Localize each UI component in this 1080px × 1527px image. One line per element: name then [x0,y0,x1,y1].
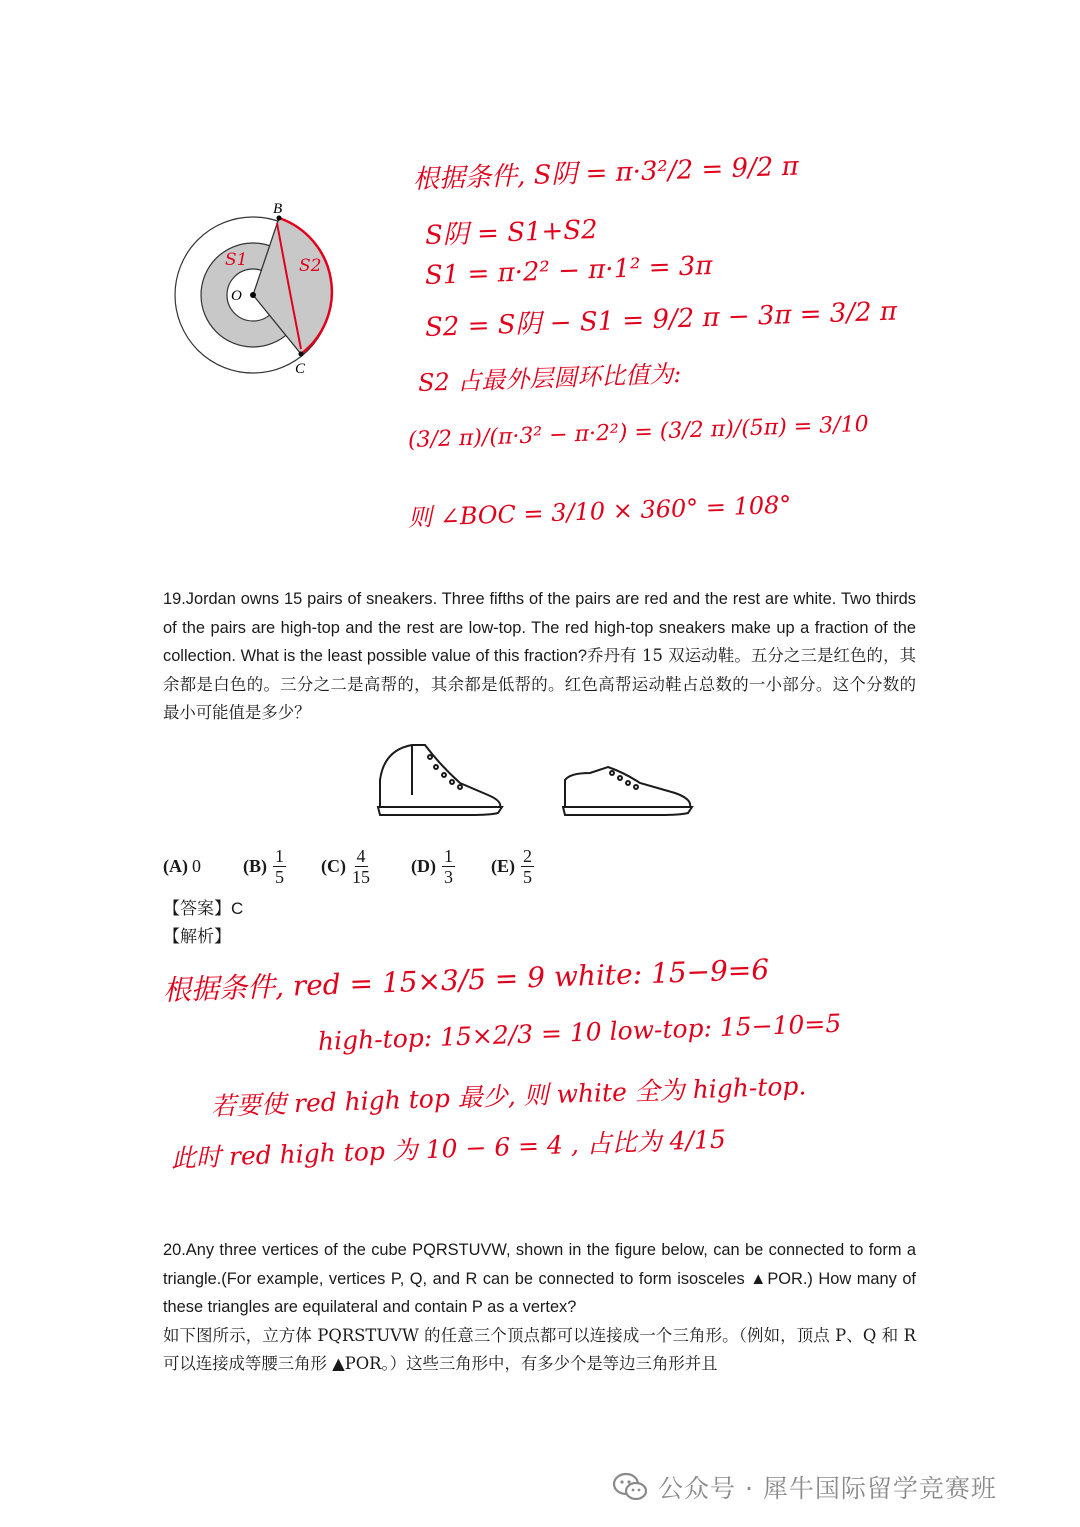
choice-c-label: (C) [321,855,346,876]
choice-e [491,840,534,892]
hw-mid-line-3: 若要使 red high top 最少, 则 white 全为 high-top. [210,1071,807,1121]
analysis-label: 【解析】 [163,927,231,947]
hw-top-line-5: S2 占最外层圆环比值为: [417,359,682,397]
choice-e-label: (E) [491,855,515,876]
question-20 [163,1236,916,1379]
label-s1: S1 [225,250,248,270]
question-19-chinese: 乔丹有 15 双运动鞋。五分之三是红色的，其余都是白色的。三分之二是高帮的，其余都是低帮的。红色高帮运动鞋占总数的一小部分。这个分数的最小可能值是多少？ [163,646,917,722]
choice-d [411,840,455,892]
question-19-english: 19.Jordan owns 15 pairs of sneakers. Three fifths of the pairs are red and the rest are white. Two thirds of the pairs are high-top and the rest are low-top. The red high-top sneakers make up a fraction of the collection. What is the least possible value of this fraction? [163,590,916,665]
hw-top-line-6: (3/2 π)/(π·3² − π·2²) = (3/2 π)/(5π) = 3/10 [407,411,870,453]
hw-mid-line-4: 此时 red high top 为 10 − 6 = 4 , 占比为 4/15 [170,1124,727,1173]
hw-top-line-4: S2 = S阴 − S1 = 9/2 π − 3π = 3/2 π [424,296,898,343]
label-c: C [295,361,306,377]
hw-mid-line-1: 根据条件, red = 15×3/5 = 9 white: 15−9=6 [162,952,770,1007]
answer-label: 【答案】 [163,899,231,919]
choice-c-numerator: 4 [356,845,366,866]
low-top-sneaker-icon [563,767,692,815]
choice-d-denominator: 3 [444,866,453,887]
answer-block [163,895,243,951]
high-top-sneaker-icon [378,745,502,815]
label-b: B [273,201,283,217]
wechat-watermark [612,1462,997,1512]
choice-a-value: 0 [192,855,201,876]
sneakers-illustration [370,735,700,820]
label-s2: S2 [299,256,322,276]
choice-e-numerator: 2 [523,845,532,866]
answer-value: C [231,899,244,918]
question-19 [163,585,916,728]
choice-e-denominator: 5 [523,866,532,887]
handwritten-solution-mid [162,952,863,1185]
question-20-chinese: 如下图所示，立方体 PQRSTUVW 的任意三个顶点都可以连接成一个三角形。（例如，顶点 P、Q 和 R 可以连接成等腰三角形 ▲POR。）这些三角形中，有多少个是等边三角形并且 [163,1325,916,1373]
hw-top-line-1: 根据条件, S阴 = π·3²/2 = 9/2 π [412,151,800,195]
choice-b [243,840,286,892]
choice-c-denominator: 15 [352,866,370,887]
question-20-english: 20.Any three vertices of the cube PQRSTUVW, shown in the figure below, can be connected to form a triangle.(For example, vertices P, Q, and R can be connected to form isosceles ▲POR.) How many of these triangles are equilateral and contain P as a vertex? [163,1241,916,1316]
choice-d-numerator: 1 [444,845,453,866]
choice-d-label: (D) [411,855,436,876]
annulus-figure [163,193,348,393]
label-o: O [231,288,242,304]
hw-top-line-2: S阴 = S1+S2 [424,214,599,251]
choice-a [163,840,201,892]
choice-c [321,840,370,892]
choice-b-label: (B) [243,855,267,876]
hw-top-line-7: 则 ∠BOC = 3/10 × 360° = 108° [407,490,792,532]
watermark-text: 公众号 · 犀牛国际留学竞赛班 [658,1474,997,1503]
choice-b-denominator: 5 [275,866,284,887]
wechat-icon [612,1471,648,1503]
answer-choices [163,840,583,895]
choice-a-label: (A) [163,855,188,876]
hw-mid-line-2: high-top: 15×2/3 = 10 low-top: 15−10=5 [317,1008,842,1056]
handwritten-solution-top [163,143,898,543]
choice-b-numerator: 1 [275,845,284,866]
hw-top-line-3: S1 = π·2² − π·1² = 3π [424,250,713,291]
